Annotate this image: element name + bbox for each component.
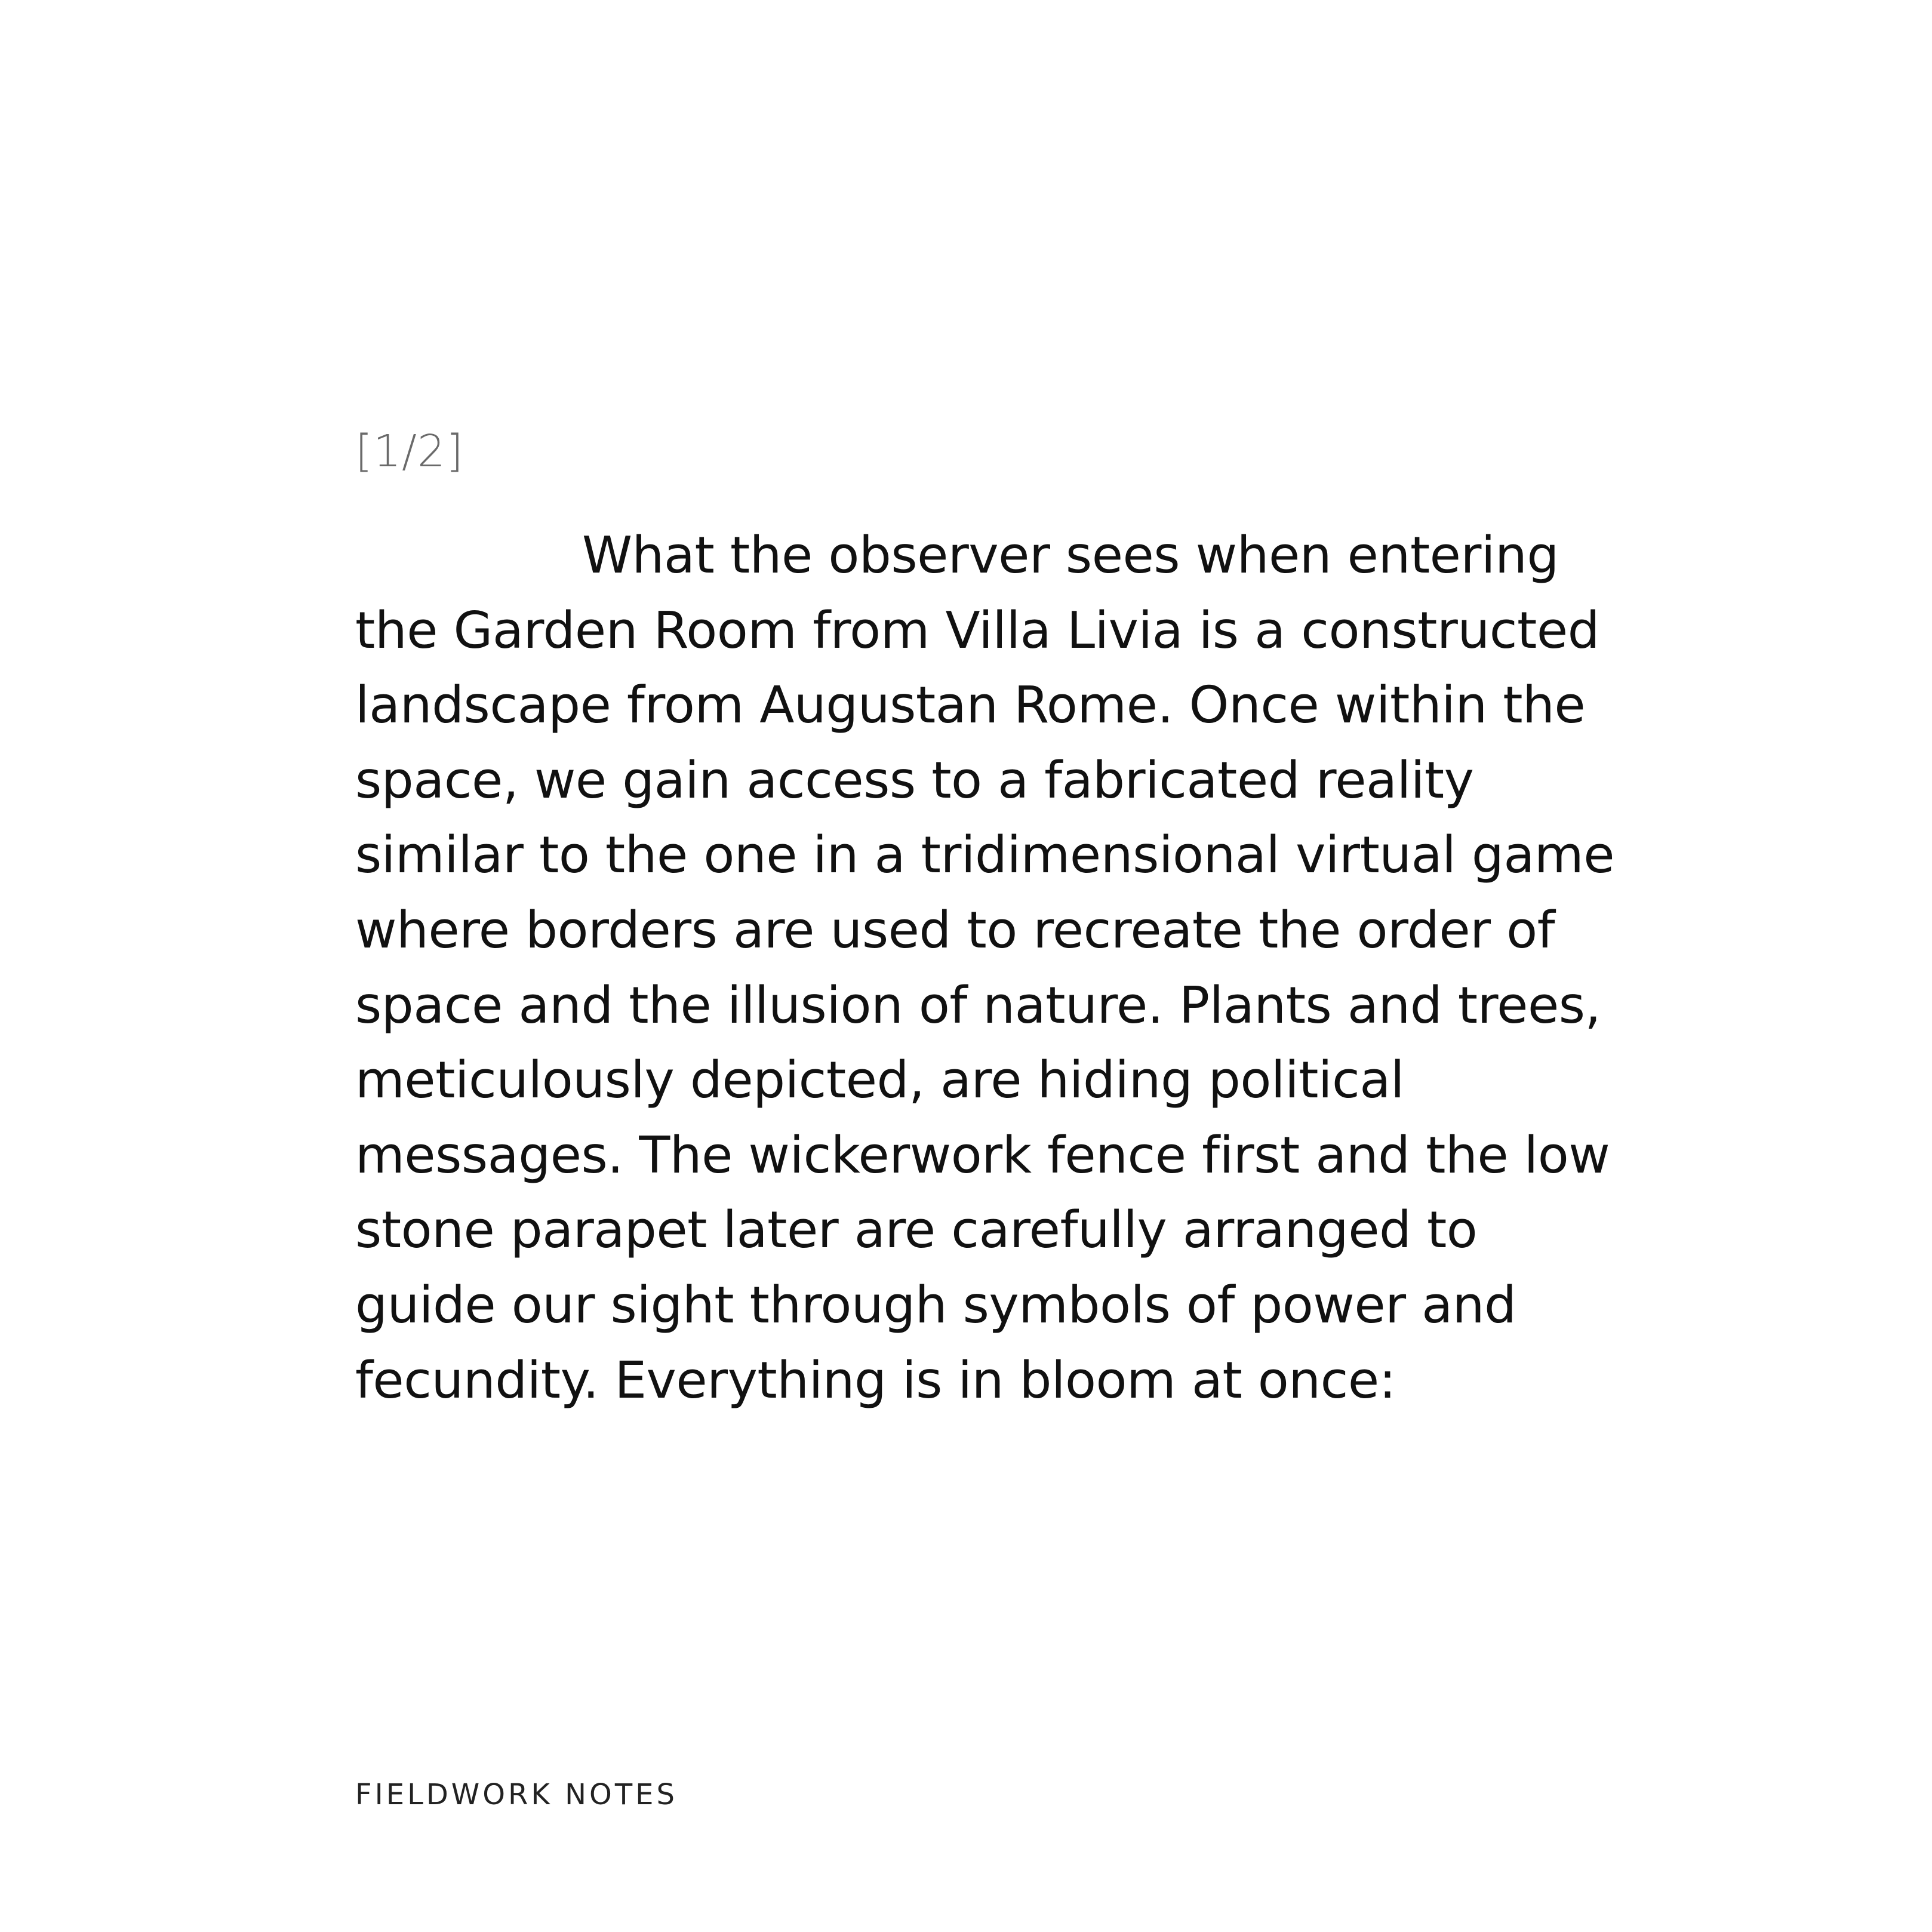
body-line: the Garden Room from Villa Livia is a constructed [355, 601, 1600, 660]
body-line: fecundity. Everything is in bloom at once: [355, 1350, 1396, 1410]
body-line: messages. The wickerwork fence first and the low [355, 1125, 1610, 1185]
footer-label: FIELDWORK NOTES [355, 1778, 678, 1811]
page-counter: [1/2] [355, 426, 464, 477]
body-line: similar to the one in a tridimensional virtual game [355, 826, 1615, 885]
body-line: What the observer sees when entering [582, 526, 1559, 585]
body-line: guide our sight through symbols of power and [355, 1275, 1516, 1335]
body-line: meticulously depicted, are hiding political [355, 1051, 1404, 1110]
body-line: landscape from Augustan Rome. Once within the [355, 676, 1586, 736]
body-line: space and the illusion of nature. Plants and trees, [355, 976, 1601, 1035]
body-line: where borders are used to recreate the order of [355, 900, 1555, 960]
body-paragraph [355, 518, 1627, 1418]
body-line: space, we gain access to a fabricated reality [355, 750, 1474, 810]
body-line: stone parapet later are carefully arranged to [355, 1201, 1478, 1260]
